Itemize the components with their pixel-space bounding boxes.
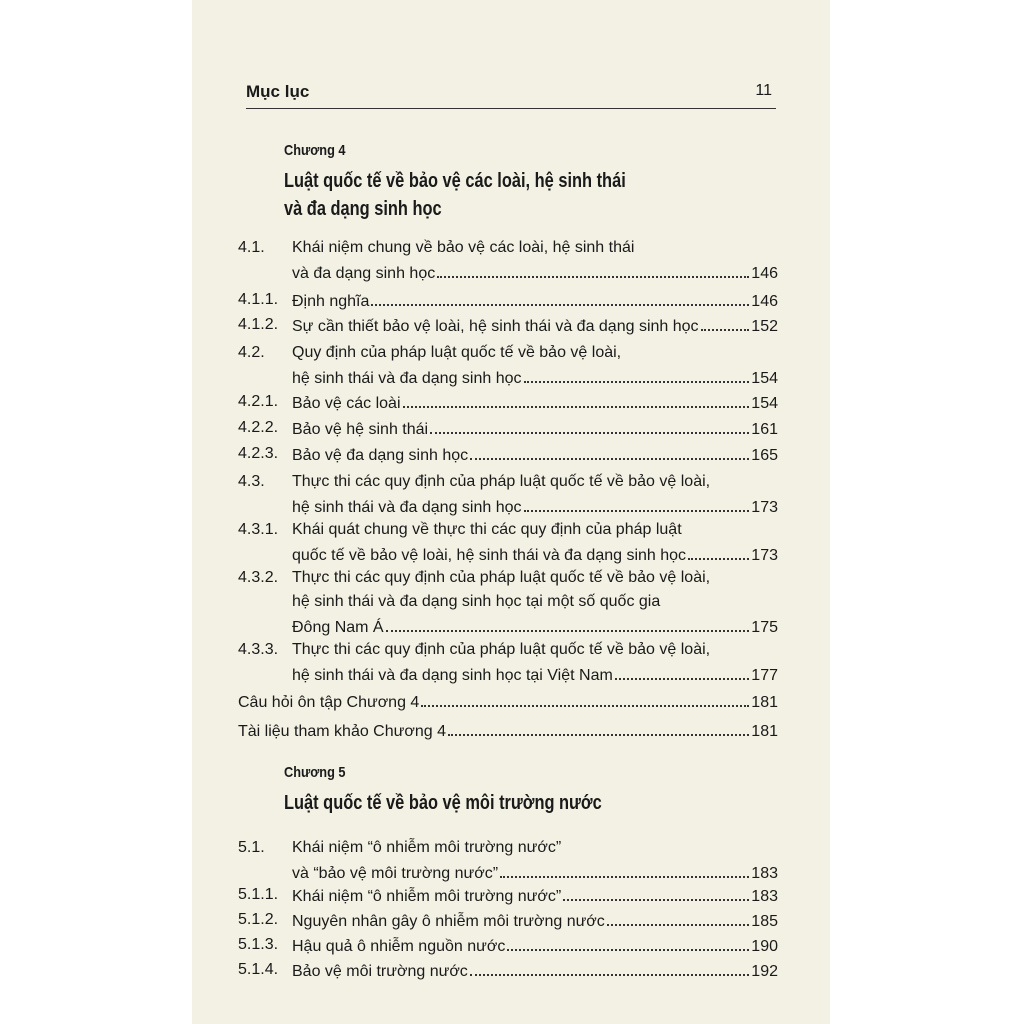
toc-entry-page: 175 xyxy=(751,619,778,636)
toc-entry-title: Bảo vệ đa dạng sinh học xyxy=(292,447,469,464)
chapter-label: Chương 4 xyxy=(284,142,346,159)
toc-entry-title: Câu hỏi ôn tập Chương 4 xyxy=(238,694,420,711)
toc-entry-title: Bảo vệ hệ sinh thái xyxy=(292,421,429,438)
dot-leader xyxy=(421,689,749,707)
toc-entry-number: 4.1. xyxy=(238,239,265,256)
chapter-5-heading xyxy=(284,764,754,817)
toc-entry-page: 161 xyxy=(751,421,778,438)
dot-leader xyxy=(470,958,749,976)
toc-entry xyxy=(238,566,778,640)
toc-entry xyxy=(238,718,778,744)
toc-entry-title: Tài liệu tham khảo Chương 4 xyxy=(238,723,446,740)
dot-leader xyxy=(524,365,750,383)
header-title: Mục lục xyxy=(246,82,310,101)
dot-leader xyxy=(371,288,749,306)
toc-entry-number: 4.1.2. xyxy=(238,316,279,333)
toc-entry xyxy=(238,390,778,416)
toc-entry-number: 5.1.4. xyxy=(238,961,279,978)
toc-entry-page: 173 xyxy=(751,499,778,516)
toc-entry-page: 183 xyxy=(751,865,778,882)
toc-entry-title: hệ sinh thái và đa dạng sinh học tại một số quốc gia xyxy=(292,593,661,610)
toc-entry-title: Quy định của pháp luật quốc tế về bảo vệ loài, xyxy=(292,344,622,361)
toc-entry-page: 165 xyxy=(751,447,778,464)
toc-entry-page: 185 xyxy=(751,913,778,930)
dot-leader xyxy=(437,260,749,278)
toc-entry-title: Hậu quả ô nhiễm nguồn nước xyxy=(292,938,506,955)
toc-entry-title: và đa dạng sinh học xyxy=(292,265,436,282)
toc-entry-title: Sự cần thiết bảo vệ loài, hệ sinh thái và đa dạng sinh học xyxy=(292,318,699,335)
dot-leader xyxy=(430,416,749,434)
toc-entry-title: quốc tế về bảo vệ loài, hệ sinh thái và đa dạng sinh học xyxy=(292,547,687,564)
toc-entry-page: 181 xyxy=(751,723,778,740)
toc-entry xyxy=(238,689,778,715)
dot-leader xyxy=(615,662,750,680)
toc-entry-number: 5.1.3. xyxy=(238,936,279,953)
toc-entry-number: 4.3.2. xyxy=(238,569,279,586)
toc-entry-number: 5.1.1. xyxy=(238,886,279,903)
toc-entry-title: Bảo vệ các loài xyxy=(292,395,401,412)
page-header xyxy=(246,82,776,109)
toc-entry-title: Khái niệm “ô nhiễm môi trường nước” xyxy=(292,888,562,905)
header-page-number: 11 xyxy=(755,82,772,99)
toc-entry xyxy=(238,638,778,688)
toc-entry-number: 4.2.1. xyxy=(238,393,279,410)
toc-entry xyxy=(238,341,778,391)
toc-entry-title: Thực thi các quy định của pháp luật quốc tế về bảo vệ loài, xyxy=(292,569,711,586)
toc-entry xyxy=(238,442,778,468)
dot-leader xyxy=(470,442,749,460)
toc-entry-page: 192 xyxy=(751,963,778,980)
toc-entry-page: 190 xyxy=(751,938,778,955)
toc-entry-page: 152 xyxy=(751,318,778,335)
toc-entry-title: hệ sinh thái và đa dạng sinh học xyxy=(292,370,522,387)
dot-leader xyxy=(563,883,749,901)
toc-entry-number: 4.3.3. xyxy=(238,641,279,658)
chapter-label: Chương 5 xyxy=(284,764,346,781)
toc-entry-page: 146 xyxy=(751,293,778,310)
dot-leader xyxy=(701,313,750,331)
toc-entry-number: 4.3. xyxy=(238,473,265,490)
toc-entry-page: 183 xyxy=(751,888,778,905)
toc-entry xyxy=(238,416,778,442)
toc-entry xyxy=(238,236,778,286)
toc-entry-number: 5.1.2. xyxy=(238,911,279,928)
toc-entry xyxy=(238,288,778,314)
toc-entry xyxy=(238,313,778,339)
toc-entry-page: 173 xyxy=(751,547,778,564)
toc-entry-page: 154 xyxy=(751,395,778,412)
dot-leader xyxy=(507,933,749,951)
toc-entry xyxy=(238,470,778,520)
toc-entry-title: Thực thi các quy định của pháp luật quốc tế về bảo vệ loài, xyxy=(292,641,711,658)
toc-entry-title: Khái niệm chung về bảo vệ các loài, hệ sinh thái xyxy=(292,239,635,256)
toc-entry-title: hệ sinh thái và đa dạng sinh học tại Việt Nam xyxy=(292,667,613,684)
toc-entry xyxy=(238,518,778,568)
toc-entry-title: Thực thi các quy định của pháp luật quốc tế về bảo vệ loài, xyxy=(292,473,711,490)
dot-leader xyxy=(688,542,749,560)
toc-entry xyxy=(238,836,778,886)
dot-leader xyxy=(524,494,750,512)
toc-entry-page: 146 xyxy=(751,265,778,282)
toc-entry-number: 4.2.2. xyxy=(238,419,279,436)
dot-leader xyxy=(386,614,750,632)
dot-leader xyxy=(500,860,749,878)
toc-entry xyxy=(238,908,778,934)
toc-entry-number: 4.1.1. xyxy=(238,291,279,308)
toc-entry-page: 181 xyxy=(751,694,778,711)
toc-entry-number: 4.2.3. xyxy=(238,445,279,462)
toc-entry xyxy=(238,933,778,959)
toc-entry-title: và “bảo vệ môi trường nước” xyxy=(292,865,499,882)
toc-entry-page: 177 xyxy=(751,667,778,684)
toc-entry-number: 4.2. xyxy=(238,344,265,361)
toc-entry-title: hệ sinh thái và đa dạng sinh học xyxy=(292,499,522,516)
toc-entry-title: Bảo vệ môi trường nước xyxy=(292,963,468,980)
toc-entry xyxy=(238,958,778,984)
toc-entry-page: 154 xyxy=(751,370,778,387)
toc-entry-title: Khái quát chung về thực thi các quy định của pháp luật xyxy=(292,521,682,538)
chapter-4-heading xyxy=(284,142,754,223)
dot-leader xyxy=(403,390,750,408)
chapter-title: Luật quốc tế về bảo vệ các loài, hệ sinh thái và đa dạng sinh học xyxy=(284,170,626,220)
chapter-title: Luật quốc tế về bảo vệ môi trường nước xyxy=(284,792,602,814)
toc-entry-number: 5.1. xyxy=(238,839,265,856)
dot-leader xyxy=(448,718,749,736)
toc-entry-title: Khái niệm “ô nhiễm môi trường nước” xyxy=(292,839,562,856)
dot-leader xyxy=(607,908,750,926)
toc-entry-title: Định nghĩa xyxy=(292,293,370,310)
toc-entry-number: 4.3.1. xyxy=(238,521,279,538)
toc-entry-title: Đông Nam Á xyxy=(292,619,384,636)
toc-entry xyxy=(238,883,778,909)
toc-entry-title: Nguyên nhân gây ô nhiễm môi trường nước xyxy=(292,913,605,930)
